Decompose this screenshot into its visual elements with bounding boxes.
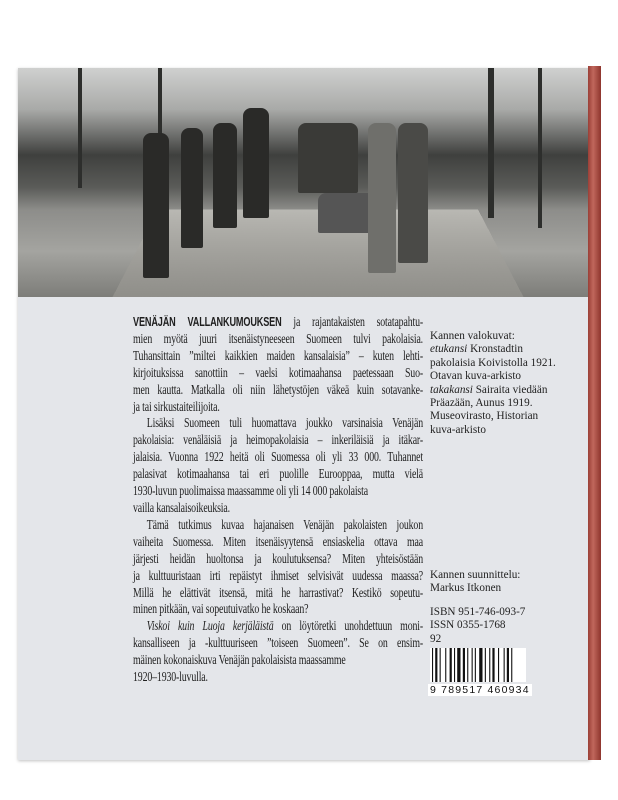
photo-tree <box>538 68 542 228</box>
photo-person <box>243 108 269 218</box>
barcode-number: 9 789517 460934 <box>430 684 530 696</box>
photo-tree <box>488 68 494 218</box>
barcode-bar <box>485 648 486 682</box>
barcode-bar <box>457 648 460 682</box>
photo-person <box>181 128 203 248</box>
book-title: Viskoi kuin Luoja kerjäläistä <box>146 618 274 634</box>
cover-photo <box>18 68 588 297</box>
barcode-bar <box>492 648 494 682</box>
photo-person <box>213 123 237 228</box>
barcode-bar <box>467 648 468 682</box>
issn: ISSN 0355-1768 <box>430 619 506 632</box>
barcode-bar <box>445 648 446 682</box>
blurb-paragraph-1: VENÄJÄN VALLANKUMOUKSEN ja rajantakaisten sotatapahtu- mien myötä juuri itsenäistyneeseen Suomeen tulvi pakolaisia. Tuhansittain ”miltei kaikkien maiden kansalaisia” – kuten lehti- kirjoituksissa sanottiin – vaelsi kotimaahansa paetessaan Suo- men kautta. Matkalla oli niin lähetystöjen väkeä kuin sotavanke- ja tai sirkustaiteilijoita. <box>133 314 423 414</box>
barcode-bar <box>511 648 512 682</box>
barcode-bar <box>450 648 452 682</box>
barcode-bar <box>489 648 490 682</box>
barcode-bar <box>463 648 465 682</box>
barcode-bar <box>454 648 455 682</box>
photo-person <box>143 133 169 278</box>
barcode-bar <box>507 648 509 682</box>
blurb-paragraph-3: Tämä tutkimus kuvaa hajanaisen Venäjän pakolaisten joukon vaiheita Suomessa. Miten itsenäisyytensä ensiaskelia ottava maa järjesti heidän huoltonsa ja koulutuksensa? Miten yhteisöstään ja kulttuuristaan irti repäistyt ihmiset selvisivät uudessa maassa? Millä he elättivät itsensä, mitä he harrastivat? Kestikö sopeutu- minen pitkään, vai sopeutuivatko he koskaan? <box>133 516 423 617</box>
barcode-bar <box>475 648 476 682</box>
barcode-bar <box>440 648 441 682</box>
photo-credits: Kannen valokuvat: etukansi Kronstadtin pakolaisia Koivistolla 1921. Otavan kuva-arkisto takakansi Sairaita viedään Präazään, Aunus 1919. Museovirasto, Historian kuva-arkisto <box>430 330 556 436</box>
designer-name: Markus Itkonen <box>430 582 502 595</box>
blurb-paragraph-4: Viskoi kuin Luoja kerjäläistä on löytöretki unohdettuun moni- kansalliseen ja -kulttuuriseen ”toiseen Suomeen”. Se on ensim- mäinen kokonaiskuva Venäjän pakolaisista maassamme 1920–1930-luvulla. <box>133 618 424 685</box>
barcode-bar <box>432 648 433 682</box>
barcode-bar <box>479 648 482 682</box>
barcode-bars <box>430 648 526 682</box>
photo-tree <box>78 68 82 188</box>
barcode-bar <box>472 648 473 682</box>
book-spine <box>588 66 601 760</box>
lead-heading: VENÄJÄN VALLANKUMOUKSEN <box>133 315 282 329</box>
barcode-bar <box>498 648 499 682</box>
blurb <box>133 314 423 686</box>
photo-person <box>368 123 396 273</box>
photo-person <box>298 123 358 193</box>
barcode <box>430 648 526 682</box>
barcode-bar <box>504 648 505 682</box>
isbn: ISBN 951-746-093-7 <box>430 605 526 618</box>
photo-person <box>398 123 428 263</box>
design-and-isbn: Kannen suunnittelu: Markus Itkonen ISBN 951-746-093-7 ISSN 0355-1768 92 <box>430 569 586 646</box>
blurb-paragraph-2: Lisäksi Suomeen tuli huomattava joukko varsinaisia Venäjän pakolaisia: venäläisiä ja heimopakolaisia – inkeriläisiä ja itäkar- jalaisia. Vuonna 1922 heitä oli Suomessa oli yli 33 000. Tuhannet palasivat kotimaahansa tai eri puolille Eurooppaa, mutta vielä 1930-luvun puolimaissa maassamme oli yli 14 000 pakolaista vailla kansalaisoikeuksia. <box>133 415 423 515</box>
barcode-bar <box>435 648 437 682</box>
series-number: 92 <box>430 632 442 645</box>
